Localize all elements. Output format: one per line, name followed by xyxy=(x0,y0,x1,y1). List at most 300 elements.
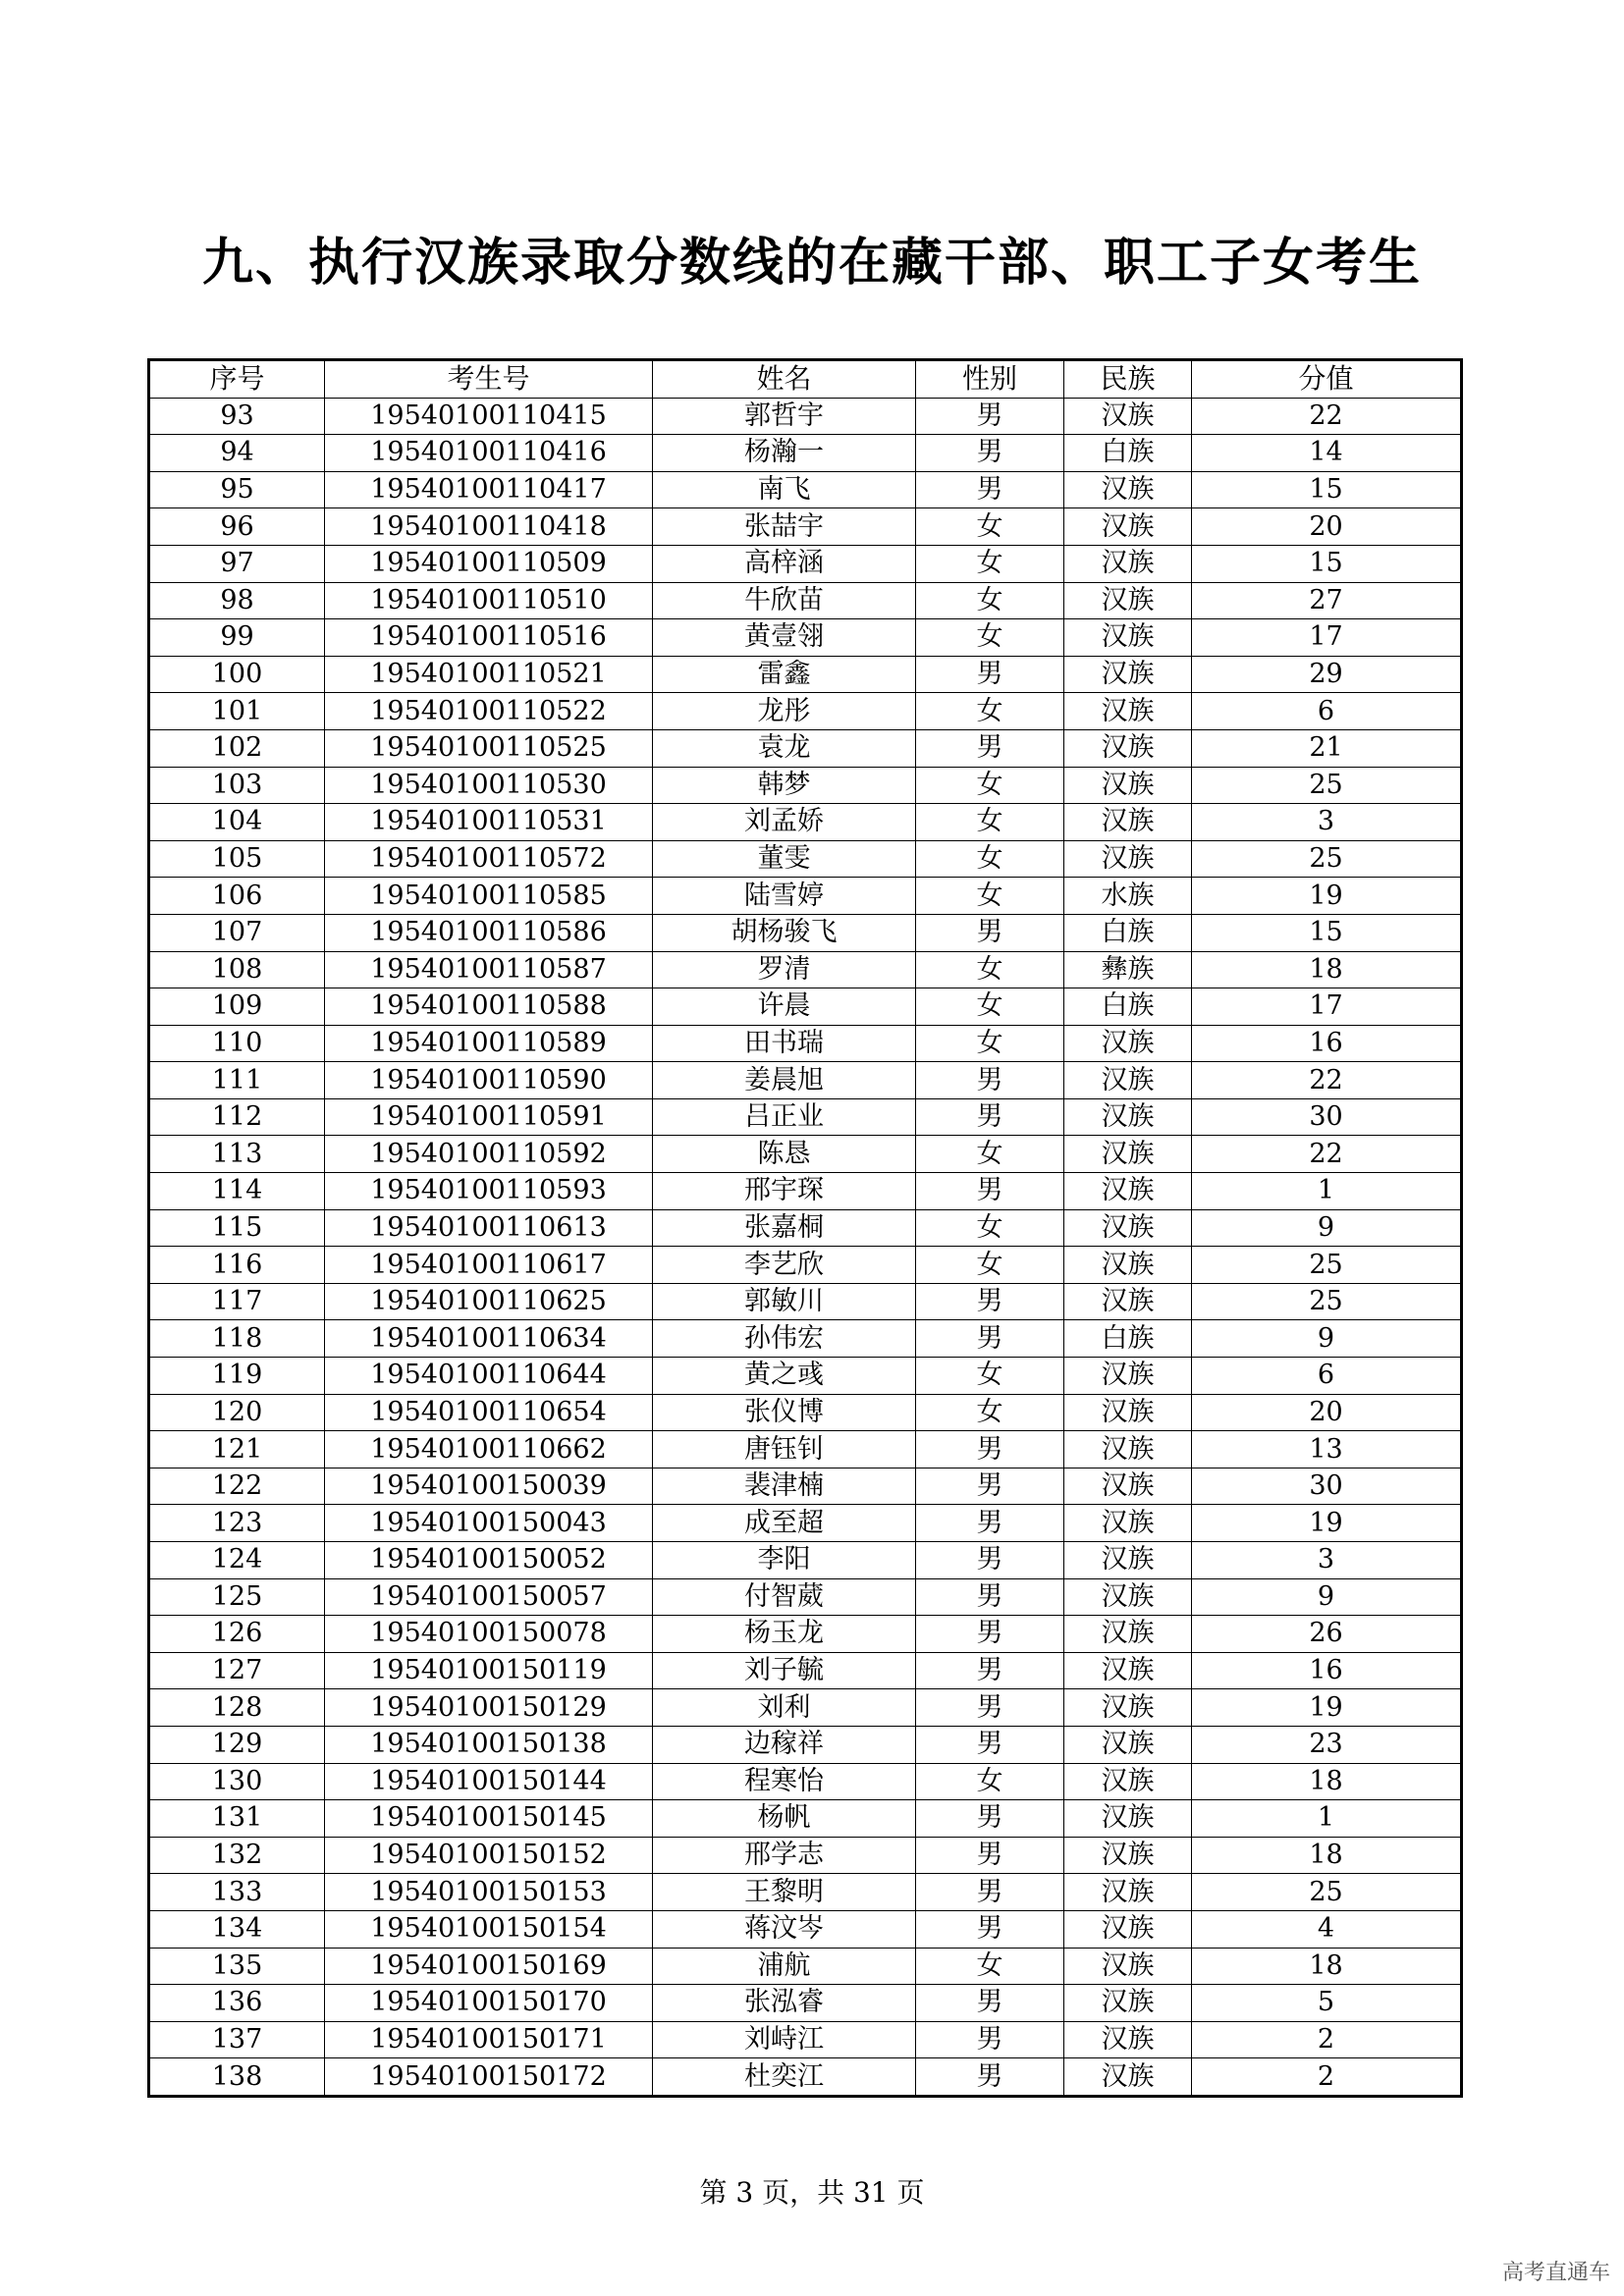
cell-exam-id: 19540100110522 xyxy=(325,693,653,730)
cell-score: 22 xyxy=(1192,1136,1462,1173)
table-row xyxy=(149,914,1462,951)
cell-score: 16 xyxy=(1192,1025,1462,1062)
cell-seq: 133 xyxy=(149,1874,325,1911)
cell-score: 25 xyxy=(1192,1283,1462,1320)
cell-exam-id: 19540100150078 xyxy=(325,1616,653,1653)
cell-seq: 105 xyxy=(149,840,325,878)
cell-name: 程寒怡 xyxy=(653,1763,916,1800)
cell-ethnicity: 汉族 xyxy=(1064,1209,1192,1247)
cell-score: 6 xyxy=(1192,1358,1462,1395)
cell-name: 唐钰钊 xyxy=(653,1431,916,1468)
cell-name: 杨玉龙 xyxy=(653,1616,916,1653)
cell-score: 20 xyxy=(1192,1394,1462,1431)
cell-gender: 男 xyxy=(916,471,1064,508)
cell-name: 刘子毓 xyxy=(653,1652,916,1689)
cell-ethnicity: 汉族 xyxy=(1064,582,1192,619)
cell-name: 蒋汶岑 xyxy=(653,1910,916,1948)
cell-ethnicity: 汉族 xyxy=(1064,1578,1192,1616)
cell-ethnicity: 汉族 xyxy=(1064,840,1192,878)
cell-seq: 115 xyxy=(149,1209,325,1247)
cell-score: 25 xyxy=(1192,767,1462,804)
cell-score: 15 xyxy=(1192,471,1462,508)
cell-gender: 男 xyxy=(916,1173,1064,1210)
cell-gender: 男 xyxy=(916,2058,1064,2097)
cell-name: 付智葳 xyxy=(653,1578,916,1616)
header-gender: 性别 xyxy=(916,360,1064,399)
cell-score: 15 xyxy=(1192,545,1462,582)
cell-gender: 女 xyxy=(916,1025,1064,1062)
cell-score: 9 xyxy=(1192,1209,1462,1247)
cell-name: 张喆宇 xyxy=(653,508,916,546)
table-row xyxy=(149,1874,1462,1911)
cell-ethnicity: 汉族 xyxy=(1064,619,1192,657)
cell-exam-id: 19540100110613 xyxy=(325,1209,653,1247)
table-body xyxy=(149,398,1462,2096)
cell-gender: 女 xyxy=(916,840,1064,878)
page-number: 第 3 页，共 31 页 xyxy=(699,2176,925,2209)
table-row xyxy=(149,1468,1462,1505)
cell-name: 张泓睿 xyxy=(653,1985,916,2022)
cell-name: 杨帆 xyxy=(653,1800,916,1838)
cell-name: 邢学志 xyxy=(653,1837,916,1874)
table-row xyxy=(149,1173,1462,1210)
cell-seq: 122 xyxy=(149,1468,325,1505)
table-row xyxy=(149,2058,1462,2097)
cell-gender: 男 xyxy=(916,1542,1064,1579)
cell-score: 19 xyxy=(1192,878,1462,915)
cell-exam-id: 19540100150052 xyxy=(325,1542,653,1579)
cell-seq: 132 xyxy=(149,1837,325,1874)
cell-name: 罗清 xyxy=(653,951,916,988)
cell-name: 黄壹翎 xyxy=(653,619,916,657)
cell-score: 13 xyxy=(1192,1431,1462,1468)
cell-exam-id: 19540100150171 xyxy=(325,2021,653,2058)
table-row xyxy=(149,1652,1462,1689)
cell-score: 30 xyxy=(1192,1468,1462,1505)
cell-ethnicity: 汉族 xyxy=(1064,1542,1192,1579)
cell-name: 黄之彧 xyxy=(653,1358,916,1395)
cell-score: 22 xyxy=(1192,398,1462,435)
cell-ethnicity: 汉族 xyxy=(1064,1689,1192,1727)
cell-score: 23 xyxy=(1192,1726,1462,1763)
cell-ethnicity: 汉族 xyxy=(1064,1616,1192,1653)
table-row xyxy=(149,729,1462,767)
cell-gender: 女 xyxy=(916,1763,1064,1800)
cell-seq: 131 xyxy=(149,1800,325,1838)
cell-ethnicity: 白族 xyxy=(1064,914,1192,951)
cell-seq: 109 xyxy=(149,988,325,1026)
cell-gender: 男 xyxy=(916,1874,1064,1911)
table-row xyxy=(149,1985,1462,2022)
cell-ethnicity: 汉族 xyxy=(1064,471,1192,508)
cell-seq: 103 xyxy=(149,767,325,804)
cell-ethnicity: 汉族 xyxy=(1064,1431,1192,1468)
cell-seq: 99 xyxy=(149,619,325,657)
cell-seq: 137 xyxy=(149,2021,325,2058)
cell-ethnicity: 汉族 xyxy=(1064,1394,1192,1431)
cell-score: 1 xyxy=(1192,1800,1462,1838)
cell-exam-id: 19540100110625 xyxy=(325,1283,653,1320)
cell-exam-id: 19540100150153 xyxy=(325,1874,653,1911)
cell-gender: 女 xyxy=(916,1948,1064,1985)
cell-ethnicity: 汉族 xyxy=(1064,1874,1192,1911)
cell-name: 吕正业 xyxy=(653,1098,916,1136)
cell-ethnicity: 汉族 xyxy=(1064,1726,1192,1763)
cell-gender: 女 xyxy=(916,693,1064,730)
cell-gender: 女 xyxy=(916,508,1064,546)
header-ethnicity: 民族 xyxy=(1064,360,1192,399)
cell-exam-id: 19540100150145 xyxy=(325,1800,653,1838)
cell-ethnicity: 汉族 xyxy=(1064,693,1192,730)
cell-gender: 男 xyxy=(916,398,1064,435)
cell-exam-id: 19540100110415 xyxy=(325,398,653,435)
table-row xyxy=(149,1098,1462,1136)
cell-gender: 男 xyxy=(916,1283,1064,1320)
table-row xyxy=(149,1431,1462,1468)
table-row xyxy=(149,656,1462,693)
cell-exam-id: 19540100110531 xyxy=(325,804,653,841)
cell-name: 韩梦 xyxy=(653,767,916,804)
table-row xyxy=(149,1837,1462,1874)
table-header-row xyxy=(149,360,1462,399)
cell-name: 杨瀚一 xyxy=(653,435,916,472)
cell-gender: 女 xyxy=(916,582,1064,619)
cell-score: 14 xyxy=(1192,435,1462,472)
cell-score: 18 xyxy=(1192,1837,1462,1874)
cell-ethnicity: 水族 xyxy=(1064,878,1192,915)
cell-seq: 134 xyxy=(149,1910,325,1948)
cell-ethnicity: 白族 xyxy=(1064,1320,1192,1358)
cell-gender: 女 xyxy=(916,1209,1064,1247)
cell-ethnicity: 汉族 xyxy=(1064,1358,1192,1395)
cell-gender: 男 xyxy=(916,1800,1064,1838)
cell-name: 杜奕江 xyxy=(653,2058,916,2097)
cell-seq: 116 xyxy=(149,1247,325,1284)
table-row xyxy=(149,582,1462,619)
cell-score: 4 xyxy=(1192,1910,1462,1948)
cell-exam-id: 19540100110509 xyxy=(325,545,653,582)
cell-exam-id: 19540100150152 xyxy=(325,1837,653,1874)
cell-name: 成至超 xyxy=(653,1505,916,1542)
cell-exam-id: 19540100110586 xyxy=(325,914,653,951)
cell-seq: 118 xyxy=(149,1320,325,1358)
cell-gender: 男 xyxy=(916,1062,1064,1099)
cell-score: 30 xyxy=(1192,1098,1462,1136)
cell-ethnicity: 汉族 xyxy=(1064,398,1192,435)
cell-score: 3 xyxy=(1192,804,1462,841)
cell-seq: 114 xyxy=(149,1173,325,1210)
cell-exam-id: 19540100110416 xyxy=(325,435,653,472)
cell-score: 9 xyxy=(1192,1578,1462,1616)
table-row xyxy=(149,1542,1462,1579)
table-row xyxy=(149,878,1462,915)
cell-gender: 女 xyxy=(916,767,1064,804)
cell-gender: 男 xyxy=(916,1689,1064,1727)
cell-exam-id: 19540100110590 xyxy=(325,1062,653,1099)
cell-seq: 104 xyxy=(149,804,325,841)
cell-gender: 女 xyxy=(916,988,1064,1026)
cell-name: 郭哲宇 xyxy=(653,398,916,435)
cell-ethnicity: 汉族 xyxy=(1064,1652,1192,1689)
cell-seq: 94 xyxy=(149,435,325,472)
cell-ethnicity: 汉族 xyxy=(1064,1800,1192,1838)
cell-score: 15 xyxy=(1192,914,1462,951)
table-row xyxy=(149,1616,1462,1653)
cell-name: 董雯 xyxy=(653,840,916,878)
cell-name: 张嘉桐 xyxy=(653,1209,916,1247)
cell-score: 18 xyxy=(1192,951,1462,988)
cell-exam-id: 19540100110525 xyxy=(325,729,653,767)
table-row xyxy=(149,1283,1462,1320)
cell-gender: 男 xyxy=(916,2021,1064,2058)
cell-exam-id: 19540100110417 xyxy=(325,471,653,508)
page-title: 九、执行汉族录取分数线的在藏干部、职工子女考生 xyxy=(201,234,1422,293)
cell-seq: 106 xyxy=(149,878,325,915)
cell-ethnicity: 汉族 xyxy=(1064,545,1192,582)
cell-exam-id: 19540100110593 xyxy=(325,1173,653,1210)
cell-name: 牛欣苗 xyxy=(653,582,916,619)
cell-name: 姜晨旭 xyxy=(653,1062,916,1099)
cell-score: 26 xyxy=(1192,1616,1462,1653)
cell-gender: 男 xyxy=(916,1910,1064,1948)
cell-name: 陆雪婷 xyxy=(653,878,916,915)
cell-name: 胡杨骏飞 xyxy=(653,914,916,951)
cell-exam-id: 19540100110617 xyxy=(325,1247,653,1284)
cell-exam-id: 19540100110662 xyxy=(325,1431,653,1468)
table-row xyxy=(149,1800,1462,1838)
cell-ethnicity: 汉族 xyxy=(1064,1948,1192,1985)
cell-seq: 102 xyxy=(149,729,325,767)
table-row xyxy=(149,1948,1462,1985)
table-row xyxy=(149,951,1462,988)
table-row xyxy=(149,1394,1462,1431)
cell-gender: 女 xyxy=(916,1247,1064,1284)
table-row xyxy=(149,2021,1462,2058)
table-row xyxy=(149,1505,1462,1542)
cell-ethnicity: 汉族 xyxy=(1064,1247,1192,1284)
cell-score: 25 xyxy=(1192,1874,1462,1911)
cell-name: 龙彤 xyxy=(653,693,916,730)
cell-ethnicity: 汉族 xyxy=(1064,1025,1192,1062)
cell-exam-id: 19540100150170 xyxy=(325,1985,653,2022)
cell-exam-id: 19540100150119 xyxy=(325,1652,653,1689)
cell-gender: 男 xyxy=(916,914,1064,951)
cell-exam-id: 19540100110634 xyxy=(325,1320,653,1358)
cell-exam-id: 19540100110654 xyxy=(325,1394,653,1431)
cell-exam-id: 19540100110644 xyxy=(325,1358,653,1395)
cell-ethnicity: 汉族 xyxy=(1064,2058,1192,2097)
cell-seq: 112 xyxy=(149,1098,325,1136)
cell-ethnicity: 汉族 xyxy=(1064,1985,1192,2022)
cell-exam-id: 19540100150129 xyxy=(325,1689,653,1727)
cell-gender: 男 xyxy=(916,729,1064,767)
cell-seq: 93 xyxy=(149,398,325,435)
cell-ethnicity: 汉族 xyxy=(1064,508,1192,546)
header-name: 姓名 xyxy=(653,360,916,399)
cell-exam-id: 19540100110591 xyxy=(325,1098,653,1136)
cell-seq: 138 xyxy=(149,2058,325,2097)
cell-ethnicity: 汉族 xyxy=(1064,767,1192,804)
cell-name: 田书瑞 xyxy=(653,1025,916,1062)
table-row xyxy=(149,508,1462,546)
cell-score: 1 xyxy=(1192,1173,1462,1210)
cell-exam-id: 19540100110585 xyxy=(325,878,653,915)
cell-seq: 126 xyxy=(149,1616,325,1653)
table-row xyxy=(149,804,1462,841)
cell-score: 9 xyxy=(1192,1320,1462,1358)
cell-seq: 136 xyxy=(149,1985,325,2022)
cell-seq: 108 xyxy=(149,951,325,988)
cell-name: 刘利 xyxy=(653,1689,916,1727)
cell-score: 5 xyxy=(1192,1985,1462,2022)
cell-gender: 女 xyxy=(916,951,1064,988)
cell-name: 张仪博 xyxy=(653,1394,916,1431)
cell-exam-id: 19540100110588 xyxy=(325,988,653,1026)
cell-exam-id: 19540100110516 xyxy=(325,619,653,657)
cell-score: 25 xyxy=(1192,840,1462,878)
cell-ethnicity: 汉族 xyxy=(1064,1098,1192,1136)
table-row xyxy=(149,1136,1462,1173)
cell-ethnicity: 白族 xyxy=(1064,435,1192,472)
cell-seq: 119 xyxy=(149,1358,325,1395)
cell-name: 裴津楠 xyxy=(653,1468,916,1505)
cell-exam-id: 19540100110572 xyxy=(325,840,653,878)
cell-name: 许晨 xyxy=(653,988,916,1026)
cell-gender: 女 xyxy=(916,878,1064,915)
cell-gender: 女 xyxy=(916,1394,1064,1431)
cell-gender: 女 xyxy=(916,1136,1064,1173)
cell-gender: 男 xyxy=(916,1431,1064,1468)
cell-ethnicity: 汉族 xyxy=(1064,729,1192,767)
cell-score: 16 xyxy=(1192,1652,1462,1689)
cell-ethnicity: 汉族 xyxy=(1064,1173,1192,1210)
cell-name: 南飞 xyxy=(653,471,916,508)
table-row xyxy=(149,1247,1462,1284)
cell-gender: 男 xyxy=(916,1652,1064,1689)
cell-seq: 111 xyxy=(149,1062,325,1099)
table-row xyxy=(149,1726,1462,1763)
cell-score: 20 xyxy=(1192,508,1462,546)
cell-seq: 110 xyxy=(149,1025,325,1062)
table-row xyxy=(149,1358,1462,1395)
cell-exam-id: 19540100110510 xyxy=(325,582,653,619)
table-row xyxy=(149,1025,1462,1062)
cell-seq: 97 xyxy=(149,545,325,582)
cell-exam-id: 19540100110418 xyxy=(325,508,653,546)
cell-gender: 女 xyxy=(916,545,1064,582)
cell-exam-id: 19540100110521 xyxy=(325,656,653,693)
table-row xyxy=(149,1578,1462,1616)
cell-gender: 男 xyxy=(916,1505,1064,1542)
table-row xyxy=(149,1910,1462,1948)
table-row xyxy=(149,545,1462,582)
table-row xyxy=(149,435,1462,472)
cell-score: 17 xyxy=(1192,619,1462,657)
cell-exam-id: 19540100150057 xyxy=(325,1578,653,1616)
cell-seq: 129 xyxy=(149,1726,325,1763)
cell-name: 郭敏川 xyxy=(653,1283,916,1320)
cell-score: 18 xyxy=(1192,1948,1462,1985)
candidate-table xyxy=(147,358,1463,2098)
cell-name: 袁龙 xyxy=(653,729,916,767)
header-seq: 序号 xyxy=(149,360,325,399)
cell-exam-id: 19540100110587 xyxy=(325,951,653,988)
cell-seq: 130 xyxy=(149,1763,325,1800)
cell-ethnicity: 彝族 xyxy=(1064,951,1192,988)
cell-score: 17 xyxy=(1192,988,1462,1026)
cell-score: 3 xyxy=(1192,1542,1462,1579)
cell-exam-id: 19540100150138 xyxy=(325,1726,653,1763)
header-score: 分值 xyxy=(1192,360,1462,399)
cell-gender: 男 xyxy=(916,1098,1064,1136)
cell-score: 22 xyxy=(1192,1062,1462,1099)
cell-name: 浦航 xyxy=(653,1948,916,1985)
cell-score: 6 xyxy=(1192,693,1462,730)
cell-gender: 男 xyxy=(916,435,1064,472)
cell-exam-id: 19540100150043 xyxy=(325,1505,653,1542)
cell-seq: 120 xyxy=(149,1394,325,1431)
cell-ethnicity: 汉族 xyxy=(1064,804,1192,841)
cell-gender: 女 xyxy=(916,619,1064,657)
cell-exam-id: 19540100110589 xyxy=(325,1025,653,1062)
cell-exam-id: 19540100110592 xyxy=(325,1136,653,1173)
cell-gender: 男 xyxy=(916,1578,1064,1616)
cell-score: 21 xyxy=(1192,729,1462,767)
cell-ethnicity: 汉族 xyxy=(1064,1837,1192,1874)
cell-ethnicity: 汉族 xyxy=(1064,1468,1192,1505)
cell-exam-id: 19540100150172 xyxy=(325,2058,653,2097)
cell-score: 19 xyxy=(1192,1689,1462,1727)
cell-seq: 98 xyxy=(149,582,325,619)
cell-name: 刘孟娇 xyxy=(653,804,916,841)
table-row xyxy=(149,1062,1462,1099)
table-row xyxy=(149,471,1462,508)
cell-name: 高梓涵 xyxy=(653,545,916,582)
cell-seq: 95 xyxy=(149,471,325,508)
table-row xyxy=(149,988,1462,1026)
cell-name: 雷鑫 xyxy=(653,656,916,693)
cell-score: 2 xyxy=(1192,2058,1462,2097)
cell-gender: 男 xyxy=(916,1616,1064,1653)
cell-seq: 96 xyxy=(149,508,325,546)
cell-score: 18 xyxy=(1192,1763,1462,1800)
table-row xyxy=(149,1689,1462,1727)
cell-seq: 128 xyxy=(149,1689,325,1727)
cell-ethnicity: 汉族 xyxy=(1064,1062,1192,1099)
cell-gender: 男 xyxy=(916,1837,1064,1874)
table-row xyxy=(149,619,1462,657)
cell-seq: 127 xyxy=(149,1652,325,1689)
cell-name: 李阳 xyxy=(653,1542,916,1579)
cell-gender: 男 xyxy=(916,656,1064,693)
cell-name: 刘峙江 xyxy=(653,2021,916,2058)
cell-exam-id: 19540100110530 xyxy=(325,767,653,804)
cell-ethnicity: 汉族 xyxy=(1064,1505,1192,1542)
cell-name: 孙伟宏 xyxy=(653,1320,916,1358)
header-exam-id: 考生号 xyxy=(325,360,653,399)
cell-name: 邢宇琛 xyxy=(653,1173,916,1210)
cell-ethnicity: 汉族 xyxy=(1064,2021,1192,2058)
cell-score: 29 xyxy=(1192,656,1462,693)
cell-gender: 男 xyxy=(916,1985,1064,2022)
cell-score: 25 xyxy=(1192,1247,1462,1284)
cell-name: 王黎明 xyxy=(653,1874,916,1911)
cell-name: 边稼祥 xyxy=(653,1726,916,1763)
table-row xyxy=(149,1320,1462,1358)
cell-ethnicity: 汉族 xyxy=(1064,1910,1192,1948)
cell-seq: 107 xyxy=(149,914,325,951)
cell-gender: 男 xyxy=(916,1726,1064,1763)
